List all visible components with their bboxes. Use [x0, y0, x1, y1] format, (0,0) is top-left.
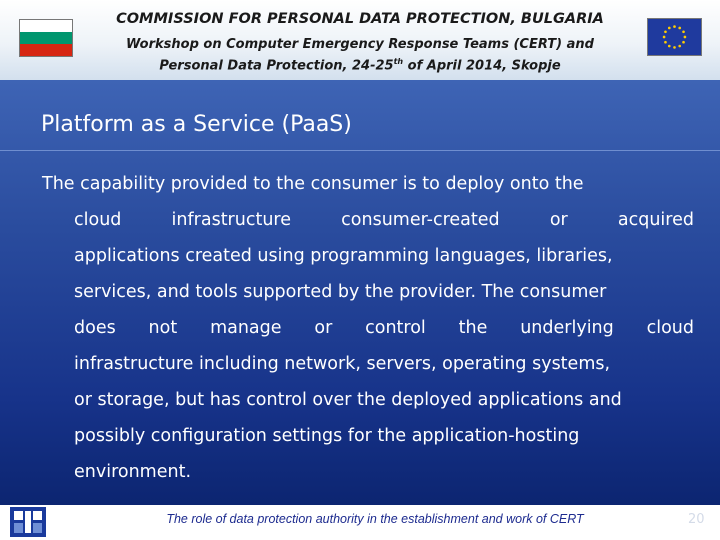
title-divider: [0, 150, 720, 151]
paragraph-line-4: services, and tools supported by the provider. The consumer: [74, 282, 607, 302]
eu-star-icon: [668, 45, 671, 48]
paragraph-line-1: The capability provided to the consumer is to deploy onto the: [42, 174, 584, 194]
workshop-date-location: Personal Data Protection, 24-25th of April 2014, Skopje: [159, 57, 561, 74]
page-number: 20: [688, 512, 705, 527]
paragraph-line-5: does not manage or control the underlying cloud: [74, 318, 694, 338]
eu-star-icon: [682, 30, 685, 33]
paragraph-line-3: applications created using programming languages, libraries,: [74, 246, 613, 266]
bulgaria-flag-icon: [19, 19, 73, 57]
paragraph-line-6: infrastructure including network, servers, operating systems,: [74, 354, 611, 374]
eu-star-icon: [673, 25, 676, 28]
eu-flag-icon: [647, 18, 702, 56]
eu-star-icon: [664, 30, 667, 33]
eu-star-icon: [663, 36, 666, 39]
paragraph-line-9: environment.: [74, 462, 192, 482]
paragraph-line-2: cloud infrastructure consumer-created or acquired: [74, 210, 694, 230]
footer-caption: The role of data protection authority in the establishment and work of CERT: [166, 512, 584, 526]
eu-star-icon: [664, 41, 667, 44]
slide-title: Platform as a Service (PaaS): [41, 112, 352, 137]
eu-star-icon: [678, 27, 681, 30]
eu-star-icon: [684, 36, 687, 39]
paragraph-line-8: possibly configuration settings for the application-hosting: [74, 426, 580, 446]
eu-star-icon: [678, 45, 681, 48]
commission-logo-icon: [10, 507, 46, 537]
eu-star-icon: [668, 27, 671, 30]
eu-star-icon: [682, 41, 685, 44]
eu-star-icon: [673, 46, 676, 49]
paragraph-line-7: or storage, but has control over the deployed applications and: [74, 390, 622, 410]
organization-title: COMMISSION FOR PERSONAL DATA PROTECTION, BULGARIA: [116, 11, 604, 27]
workshop-title: Workshop on Computer Emergency Response Teams (CERT) and: [126, 37, 594, 52]
